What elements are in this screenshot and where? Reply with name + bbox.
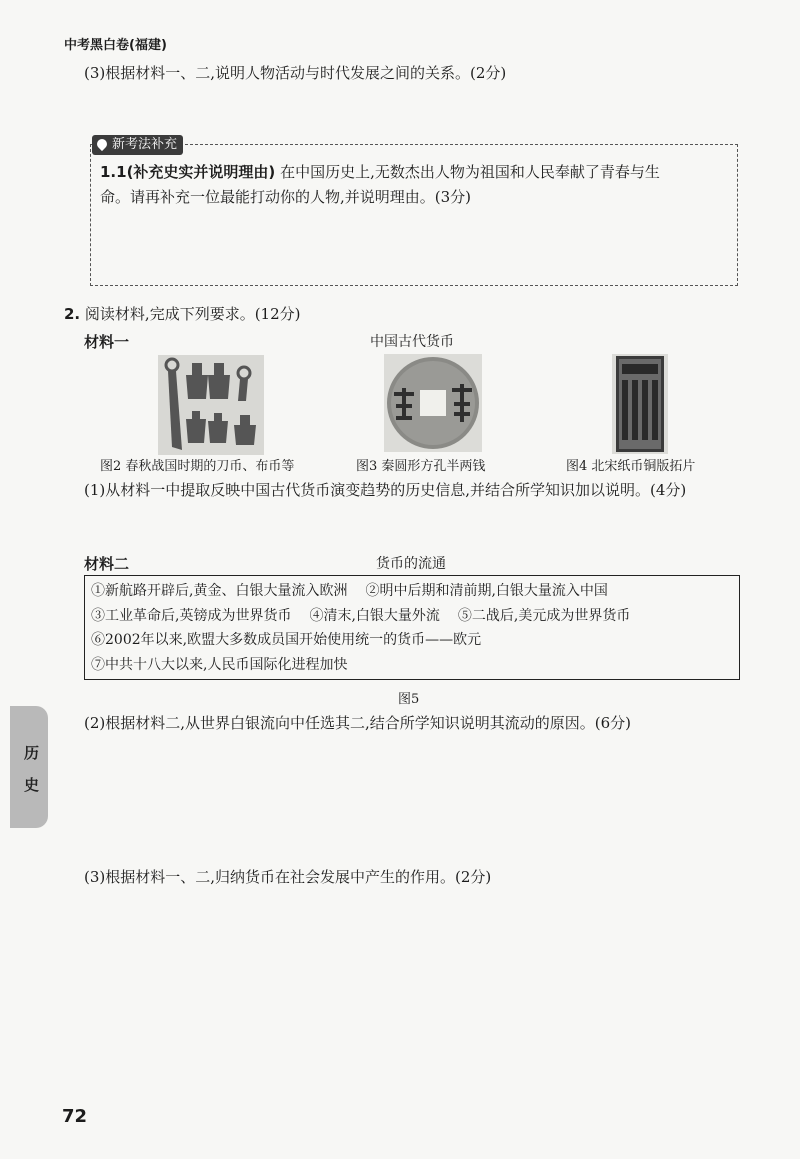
material-2-label: 材料二 — [84, 555, 130, 573]
question-2 — [64, 303, 300, 324]
supplement-type: (补充史实并说明理由) — [126, 163, 276, 181]
table-cell: ⑥2002年以来,欧盟大多数成员国开始使用统一的货币——欧元 — [91, 632, 482, 648]
table-cell: ⑦中共十八大以来,人民币国际化进程加快 — [91, 656, 348, 673]
figure-4-image — [612, 354, 668, 454]
question-2-intro: 阅读材料,完成下列要求。(12分) — [84, 305, 301, 323]
table-cell: ⑤二战后,美元成为世界货币 — [457, 607, 631, 624]
table-cell: ①新航路开辟后,黄金、白银大量流入欧洲 — [91, 583, 348, 599]
table-cell: ②明中后期和清前期,白银大量流入中国 — [365, 583, 608, 599]
figure-2-image — [158, 355, 264, 455]
supplement-number: 1.1 — [100, 163, 127, 181]
figure-3-caption: 图3 秦圆形方孔半两钱 — [356, 459, 486, 474]
table-row — [91, 604, 733, 629]
currency-circulation-table — [84, 575, 740, 680]
table-cell: ④清末,白银大量外流 — [309, 607, 440, 624]
subject-side-tab — [10, 706, 48, 828]
question-1-3: (3)根据材料一、二,说明人物活动与时代发展之间的关系。(2分) — [84, 64, 507, 82]
figure-3-image — [384, 354, 482, 452]
paper-money-plate-icon — [612, 354, 668, 454]
table-row — [91, 628, 733, 653]
page-header: 中考黑白卷(福建) — [64, 38, 167, 53]
table-row — [91, 579, 733, 604]
question-2-1: (1)从材料一中提取反映中国古代货币演变趋势的历史信息,并结合所学知识加以说明。(4分) — [84, 481, 687, 499]
knife-spade-coins-icon — [158, 355, 264, 455]
side-tab-char-1: 历 — [24, 744, 40, 762]
question-2-3: (3)根据材料一、二,归纳货币在社会发展中产生的作用。(2分) — [84, 868, 492, 886]
question-2-2: (2)根据材料二,从世界白银流向中任选其二,结合所学知识说明其流动的原因。(6分) — [84, 714, 632, 732]
figure-4-caption: 图4 北宋纸币铜版拓片 — [566, 459, 696, 474]
material-1-title: 中国古代货币 — [370, 334, 454, 350]
table-cell: ③工业革命后,英镑成为世界货币 — [91, 607, 292, 624]
supplement-tag-label: 新考法补充 — [112, 137, 178, 152]
side-tab-char-2: 史 — [24, 776, 40, 794]
supplement-question — [100, 160, 732, 210]
figure-5-caption: 图5 — [398, 692, 420, 707]
banliang-coin-icon — [384, 354, 482, 452]
supplement-tag — [92, 135, 183, 155]
figure-2-caption: 图2 春秋战国时期的刀币、布币等 — [100, 459, 295, 474]
supplement-text-line2: 命。请再补充一位最能打动你的人物,并说明理由。(3分) — [100, 188, 472, 206]
page-number: 72 — [62, 1106, 88, 1127]
material-1-label: 材料一 — [84, 333, 130, 351]
supplement-text-line1: 在中国历史上,无数杰出人物为祖国和人民奉献了青春与生 — [280, 163, 660, 181]
table-row — [91, 653, 733, 678]
pin-icon — [95, 137, 109, 151]
material-2-title: 货币的流通 — [376, 556, 446, 572]
question-2-number: 2. — [64, 305, 81, 323]
